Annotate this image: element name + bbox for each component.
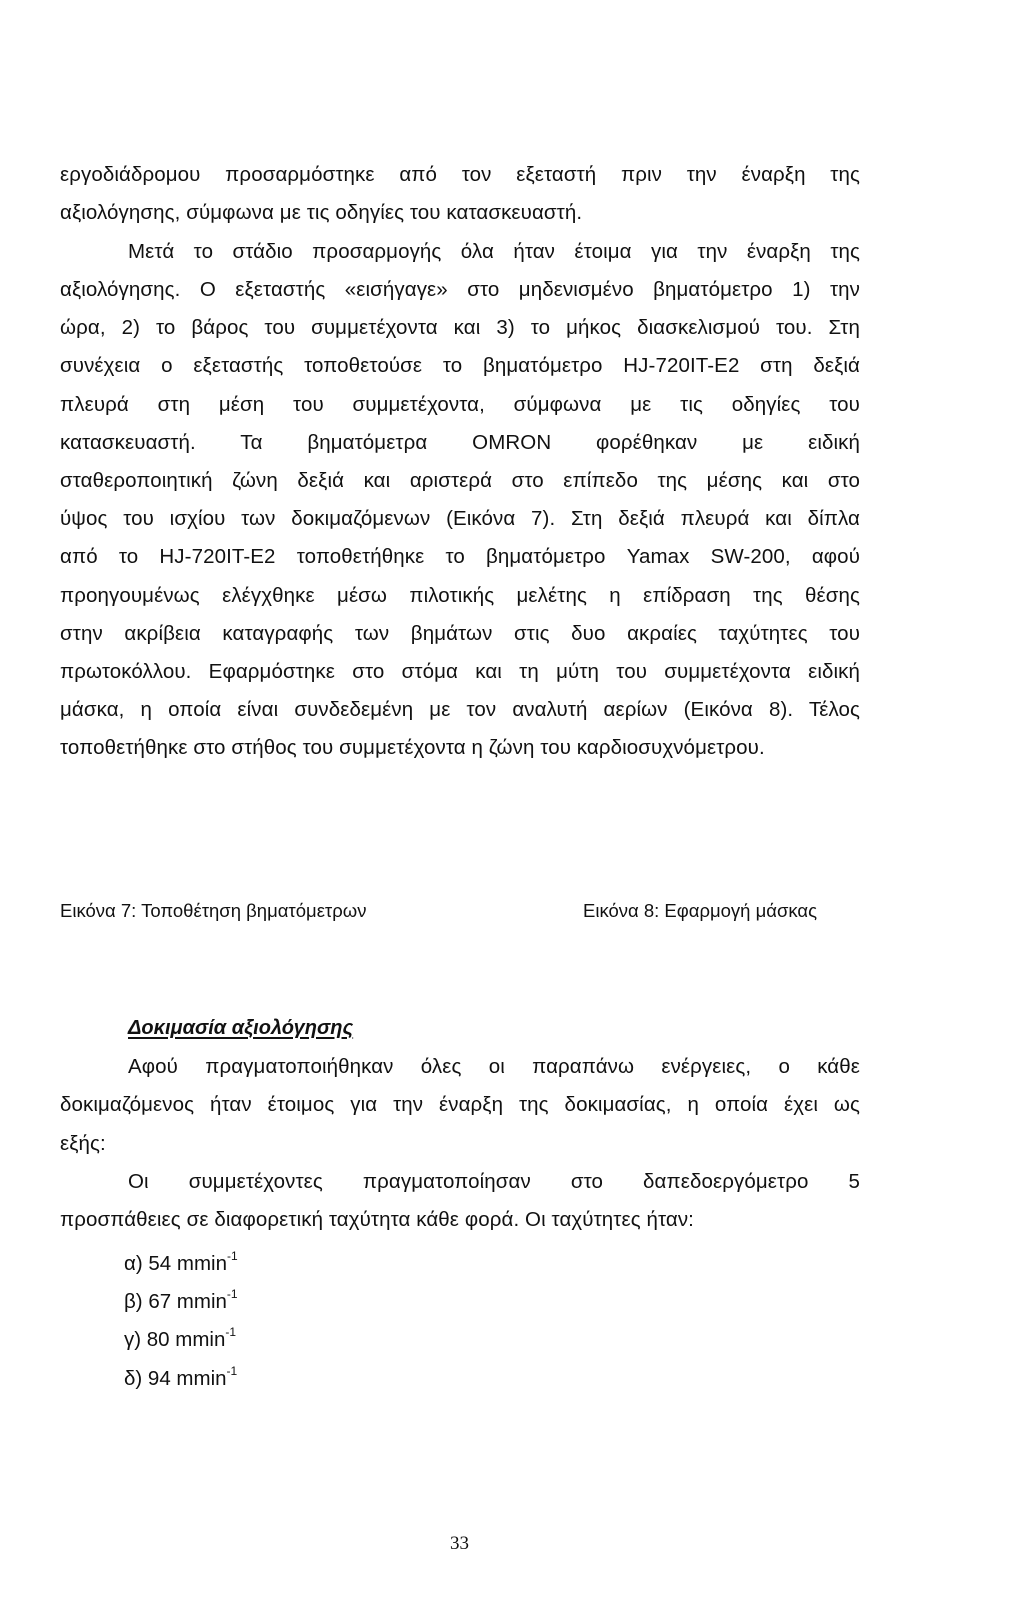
- paragraph-line: πρωτοκόλλου. Εφαρμόστηκε στο στόμα και τη μύτη του συμμετέχοντα ειδική: [60, 660, 860, 683]
- paragraph-line: μάσκα, η οποία είναι συνδεδεμένη με τον αναλυτή αερίων (Εικόνα 8). Τέλος: [60, 698, 860, 721]
- paragraph-line: δοκιμαζόμενος ήταν έτοιμος για την έναρξη της δοκιμασίας, η οποία έχει ως: [60, 1093, 860, 1116]
- speed-label: β) 67 mmin: [124, 1289, 227, 1313]
- speed-exponent: -1: [226, 1249, 238, 1263]
- page-number: 33: [450, 1533, 469, 1554]
- paragraph-line: εξής:: [60, 1132, 106, 1155]
- speed-exponent: -1: [225, 1325, 237, 1339]
- paragraph-line: πλευρά στη μέση του συμμετέχοντα, σύμφωνα με τις οδηγίες του: [60, 393, 860, 416]
- speed-exponent: -1: [226, 1364, 238, 1378]
- speed-list-item: [124, 1283, 238, 1315]
- paragraph-line: προσπάθειες σε διαφορετική ταχύτητα κάθε φορά. Οι ταχύτητες ήταν:: [60, 1208, 694, 1231]
- paragraph-line: εργοδιάδρομου προσαρμόστηκε από τον εξεταστή πριν την έναρξη της: [60, 163, 860, 186]
- figure-caption-8: Εικόνα 8: Εφαρμογή μάσκας: [583, 900, 818, 921]
- paragraph-line: τοποθετήθηκε στο στήθος του συμμετέχοντα η ζώνη του καρδιοσυχνόμετρου.: [60, 736, 765, 759]
- paragraph-line: Μετά το στάδιο προσαρμογής όλα ήταν έτοιμα για την έναρξη της: [128, 240, 860, 263]
- paragraph-line: αξιολόγησης. Ο εξεταστής «εισήγαγε» στο μηδενισμένο βηματόμετρο 1) την: [60, 278, 860, 301]
- paragraph-line: προηγουμένως ελέγχθηκε μέσω πιλοτικής μελέτης η επίδραση της θέσης: [60, 584, 860, 607]
- section-heading: Δοκιμασία αξιολόγησης: [128, 1017, 354, 1039]
- paragraph-line: Αφού πραγματοποιήθηκαν όλες οι παραπάνω ενέργειες, ο κάθε: [128, 1055, 860, 1078]
- paragraph-line: ύψος του ισχίου των δοκιμαζόμενων (Εικόνα 7). Στη δεξιά πλευρά και δίπλα: [60, 507, 860, 530]
- speed-label: α) 54 mmin: [124, 1251, 227, 1275]
- speed-exponent: -1: [226, 1287, 238, 1301]
- figure-caption-7: Εικόνα 7: Τοποθέτηση βηματόμετρων: [60, 900, 367, 921]
- paragraph-line: στην ακρίβεια καταγραφής των βημάτων στις δυο ακραίες ταχύτητες του: [60, 622, 860, 645]
- speed-label: γ) 80 mmin: [124, 1327, 226, 1351]
- paragraph-line: αξιολόγησης, σύμφωνα με τις οδηγίες του κατασκευαστή.: [60, 201, 583, 224]
- paragraph-line: Οι συμμετέχοντες πραγματοποίησαν στο δαπεδοεργόμετρο 5: [128, 1170, 860, 1193]
- speed-list-item: [124, 1245, 238, 1277]
- paragraph-line: από το HJ-720IT-E2 τοποθετήθηκε το βηματόμετρο Yamax SW-200, αφού: [60, 545, 860, 568]
- speed-label: δ) 94 mmin: [124, 1366, 227, 1390]
- paragraph-line: σταθεροποιητική ζώνη δεξιά και αριστερά στο επίπεδο της μέσης και στο: [60, 469, 860, 492]
- speed-list-item: [124, 1360, 237, 1392]
- paragraph-line: κατασκευαστή. Τα βηματόμετρα OMRON φορέθηκαν με ειδική: [60, 431, 860, 454]
- paragraph-line: συνέχεια ο εξεταστής τοποθετούσε το βηματόμετρο HJ-720IT-E2 στη δεξιά: [60, 354, 860, 377]
- speed-list-item: [124, 1321, 236, 1353]
- paragraph-line: ώρα, 2) το βάρος του συμμετέχοντα και 3) το μήκος διασκελισμού του. Στη: [60, 316, 860, 339]
